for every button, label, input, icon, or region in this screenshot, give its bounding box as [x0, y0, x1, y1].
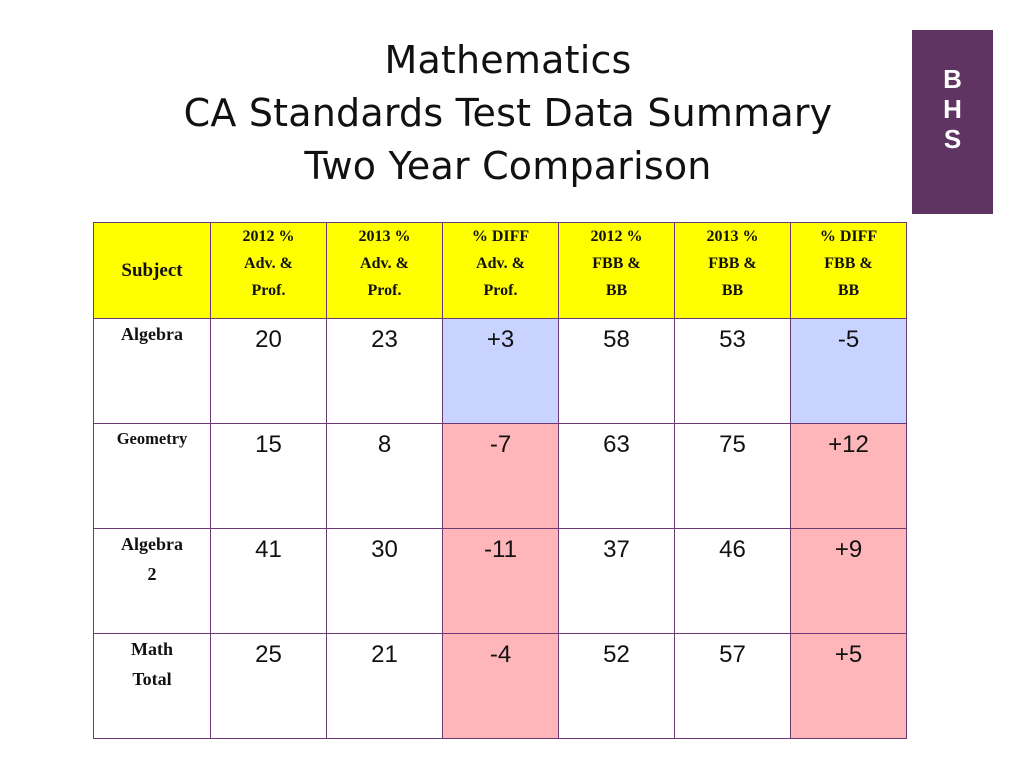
- header-line: BB: [721, 282, 744, 299]
- header-line: % DIFF: [819, 228, 878, 245]
- logo-letter: H: [943, 94, 962, 124]
- value-cell-2013-adv-prof: 30: [327, 529, 443, 634]
- header-line: Prof.: [483, 282, 518, 299]
- header-line: Adv. &: [360, 255, 409, 272]
- header-line: 2013 %: [358, 228, 411, 245]
- header-line: Prof.: [251, 282, 286, 299]
- header-line: BB: [837, 282, 860, 299]
- title-line-3: Two Year Comparison: [304, 144, 712, 188]
- cst-data-table: [93, 222, 907, 739]
- header-line: Adv. &: [476, 255, 525, 272]
- subject-label: Geometry: [116, 429, 188, 448]
- value-cell-2013-adv-prof: 8: [327, 424, 443, 529]
- header-line: FBB &: [592, 255, 641, 272]
- value-cell-2012-adv-prof: 20: [211, 319, 327, 424]
- header-line: 2012 %: [242, 228, 295, 245]
- value-cell-diff-fbb-bb: +12: [791, 424, 907, 529]
- value-cell-2012-adv-prof: 41: [211, 529, 327, 634]
- value-cell-2012-fbb-bb: 63: [559, 424, 675, 529]
- value-cell-diff-fbb-bb: +9: [791, 529, 907, 634]
- value-cell-diff-adv-prof: -11: [443, 529, 559, 634]
- title-line-2: CA Standards Test Data Summary: [183, 91, 833, 135]
- value-cell-2012-fbb-bb: 37: [559, 529, 675, 634]
- logo-letter: B: [943, 64, 962, 94]
- header-line: Prof.: [367, 282, 402, 299]
- subject-label: Algebra: [121, 324, 183, 344]
- value-cell-2012-fbb-bb: 52: [559, 634, 675, 739]
- header-2013-adv-prof: [327, 223, 443, 319]
- value-cell-diff-adv-prof: +3: [443, 319, 559, 424]
- subject-cell: [94, 634, 211, 739]
- value-cell-diff-fbb-bb: -5: [791, 319, 907, 424]
- table-row: [94, 529, 907, 634]
- school-logo-badge: [912, 30, 993, 214]
- value-cell-diff-adv-prof: -4: [443, 634, 559, 739]
- subject-cell: [94, 529, 211, 634]
- header-line: % DIFF: [471, 228, 530, 245]
- value-cell-2013-fbb-bb: 46: [675, 529, 791, 634]
- header-line: FBB &: [824, 255, 873, 272]
- slide-title: [108, 34, 908, 193]
- value-cell-2012-adv-prof: 25: [211, 634, 327, 739]
- subject-label: Algebra: [121, 534, 183, 554]
- logo-letter: S: [943, 124, 962, 154]
- header-diff-fbb-bb: [791, 223, 907, 319]
- value-cell-diff-fbb-bb: +5: [791, 634, 907, 739]
- table-row: [94, 634, 907, 739]
- header-2012-adv-prof: [211, 223, 327, 319]
- value-cell-2013-fbb-bb: 75: [675, 424, 791, 529]
- header-subject: Subject: [94, 223, 211, 319]
- value-cell-2012-fbb-bb: 58: [559, 319, 675, 424]
- subject-cell: [94, 319, 211, 424]
- header-line: BB: [605, 282, 628, 299]
- subject-cell: [94, 424, 211, 529]
- subject-label: Total: [132, 669, 172, 689]
- subject-label: Math: [131, 639, 173, 659]
- table-header-row: [94, 223, 907, 319]
- header-line: 2012 %: [590, 228, 643, 245]
- header-line: 2013 %: [706, 228, 759, 245]
- value-cell-diff-adv-prof: -7: [443, 424, 559, 529]
- header-diff-adv-prof: [443, 223, 559, 319]
- title-line-1: Mathematics: [384, 38, 632, 82]
- header-2013-fbb-bb: [675, 223, 791, 319]
- value-cell-2013-adv-prof: 21: [327, 634, 443, 739]
- subject-label: 2: [147, 564, 157, 584]
- value-cell-2013-adv-prof: 23: [327, 319, 443, 424]
- header-2012-fbb-bb: [559, 223, 675, 319]
- header-line: Adv. &: [244, 255, 293, 272]
- table-row: [94, 319, 907, 424]
- table-row: [94, 424, 907, 529]
- value-cell-2013-fbb-bb: 53: [675, 319, 791, 424]
- header-line: FBB &: [708, 255, 757, 272]
- value-cell-2012-adv-prof: 15: [211, 424, 327, 529]
- value-cell-2013-fbb-bb: 57: [675, 634, 791, 739]
